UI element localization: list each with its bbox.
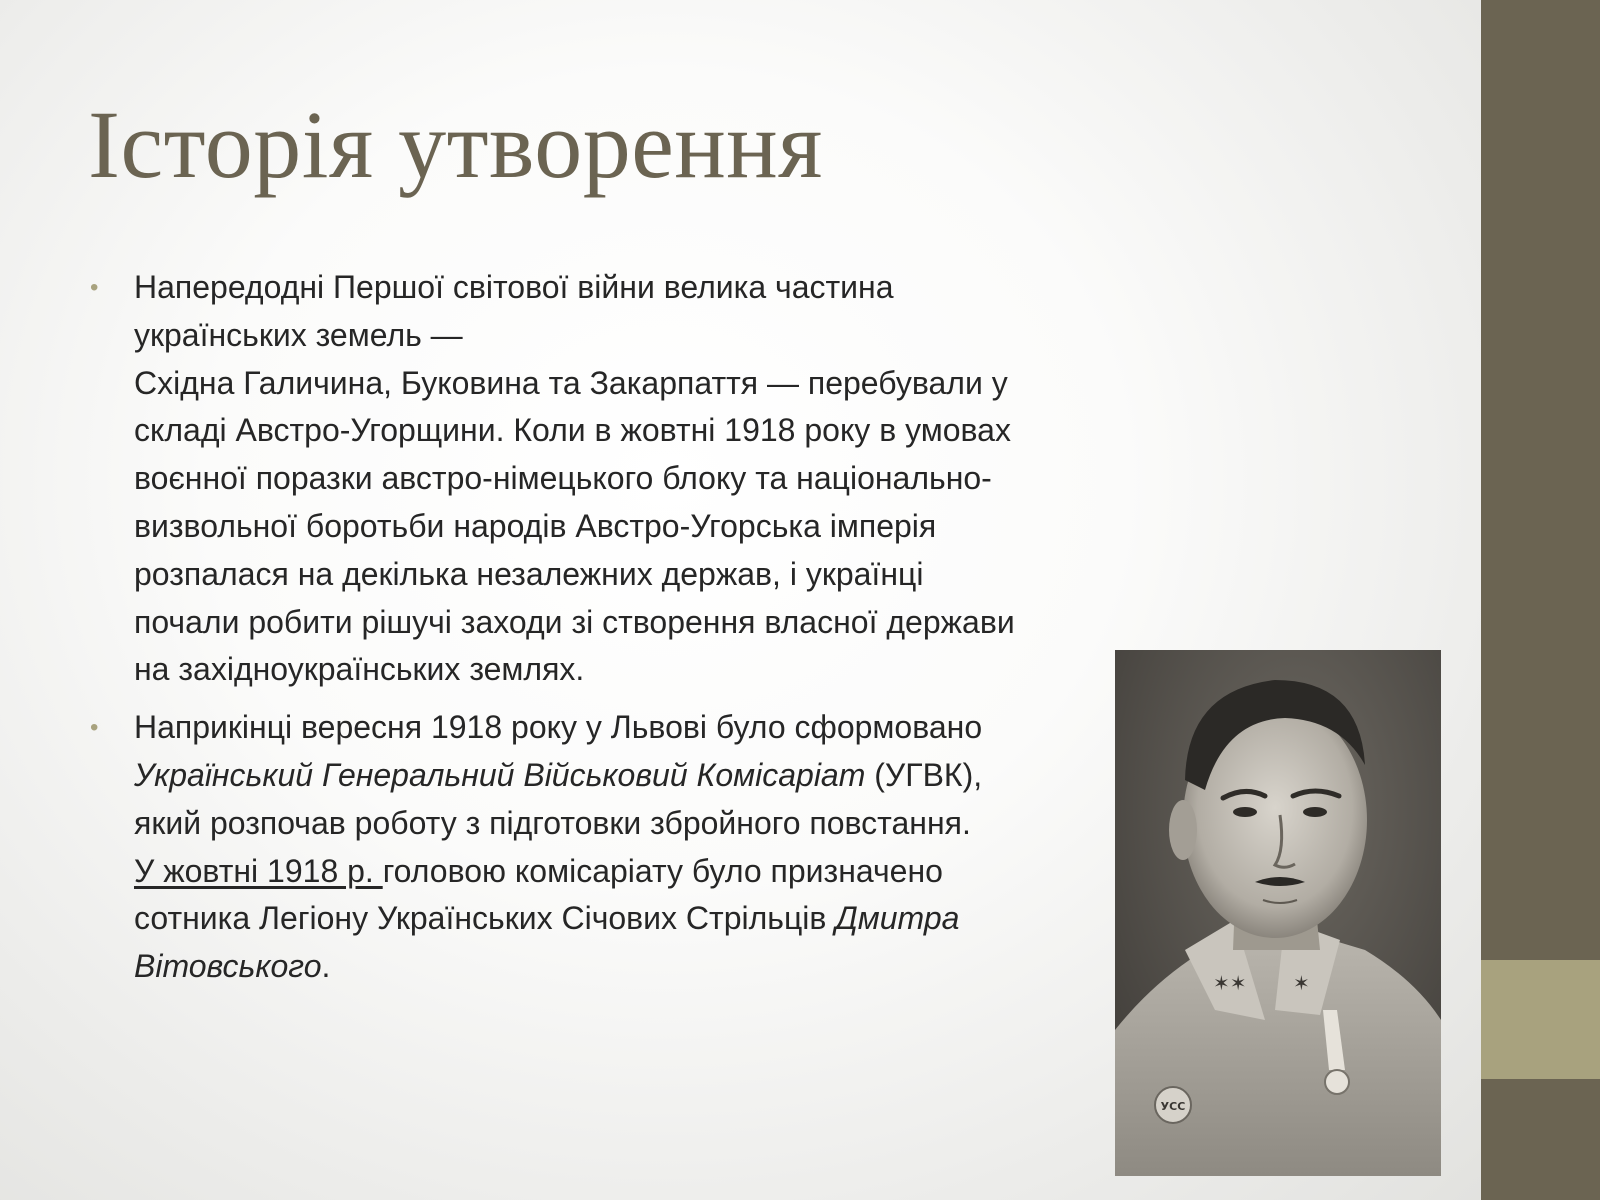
ear-left (1169, 800, 1197, 860)
person-name-first: Дмитра (835, 900, 960, 937)
portrait-illustration (1115, 650, 1441, 1176)
portrait-photo (1115, 650, 1441, 1176)
commissariat-name: Український Генеральний Військовий Комісаріат (134, 756, 866, 793)
collar-stars-left: ✶✶ (1213, 971, 1247, 995)
bullet-2-line (134, 752, 1150, 800)
bullet-1-line: воєнної поразки австро-німецького блоку та національно- (134, 460, 992, 497)
collar-stars-right: ✶ (1293, 971, 1310, 995)
bullet-2-line (134, 848, 1150, 896)
bullet-marker: • (90, 714, 99, 742)
bullet-2-line: який розпочав роботу з підготовки збройного повстання. (134, 804, 971, 841)
sidebar-accent-block (1481, 960, 1600, 1079)
slide-body (90, 264, 1150, 1001)
bullet-2-line: Наприкінці вересня 1918 року у Львові було сформовано (134, 709, 983, 746)
bullet-1-line: розпалася на декілька незалежних держав, і українці (134, 555, 924, 592)
medal (1325, 1070, 1349, 1094)
date-underlined: У жовтні 1918 р. (134, 852, 383, 889)
bullet-2-text: головою комісаріату було призначено (382, 852, 943, 889)
bullet-1-line: почали робити рішучі заходи зі створення власної держави (134, 603, 1015, 640)
bullet-2-line (134, 943, 1150, 991)
eye-left (1233, 807, 1257, 817)
badge-label: УСС (1160, 1100, 1186, 1113)
bullet-marker: • (90, 274, 99, 301)
bullet-1-line: Східна Галичина, Буковина та Закарпаття — перебували у (134, 364, 1008, 401)
bullet-1-line: визвольної боротьби народів Австро-Угорська імперія (134, 507, 937, 544)
bullet-2-line (134, 895, 1150, 943)
sentence-end: . (321, 948, 331, 985)
person-name-last: Вітовського (134, 948, 322, 985)
commissariat-abbrev: (УГВК), (865, 756, 983, 793)
slide-title: Історія утворення (88, 91, 823, 198)
bullet-item-2 (90, 704, 1150, 991)
bullet-item-1 (90, 264, 1150, 694)
bullet-1-line: українських земель — (134, 316, 463, 353)
bullet-1-line: Напередодні Першої світової війни велика частина (134, 269, 894, 305)
bullet-2-text: сотника Легіону Українських Січових Стрільців (134, 900, 836, 937)
bullet-1-line: складі Австро-Угорщини. Коли в жовтні 1918 року в умовах (134, 412, 1011, 449)
eye-right (1303, 807, 1327, 817)
bullet-1-line: на західноукраїнських землях. (134, 651, 585, 688)
